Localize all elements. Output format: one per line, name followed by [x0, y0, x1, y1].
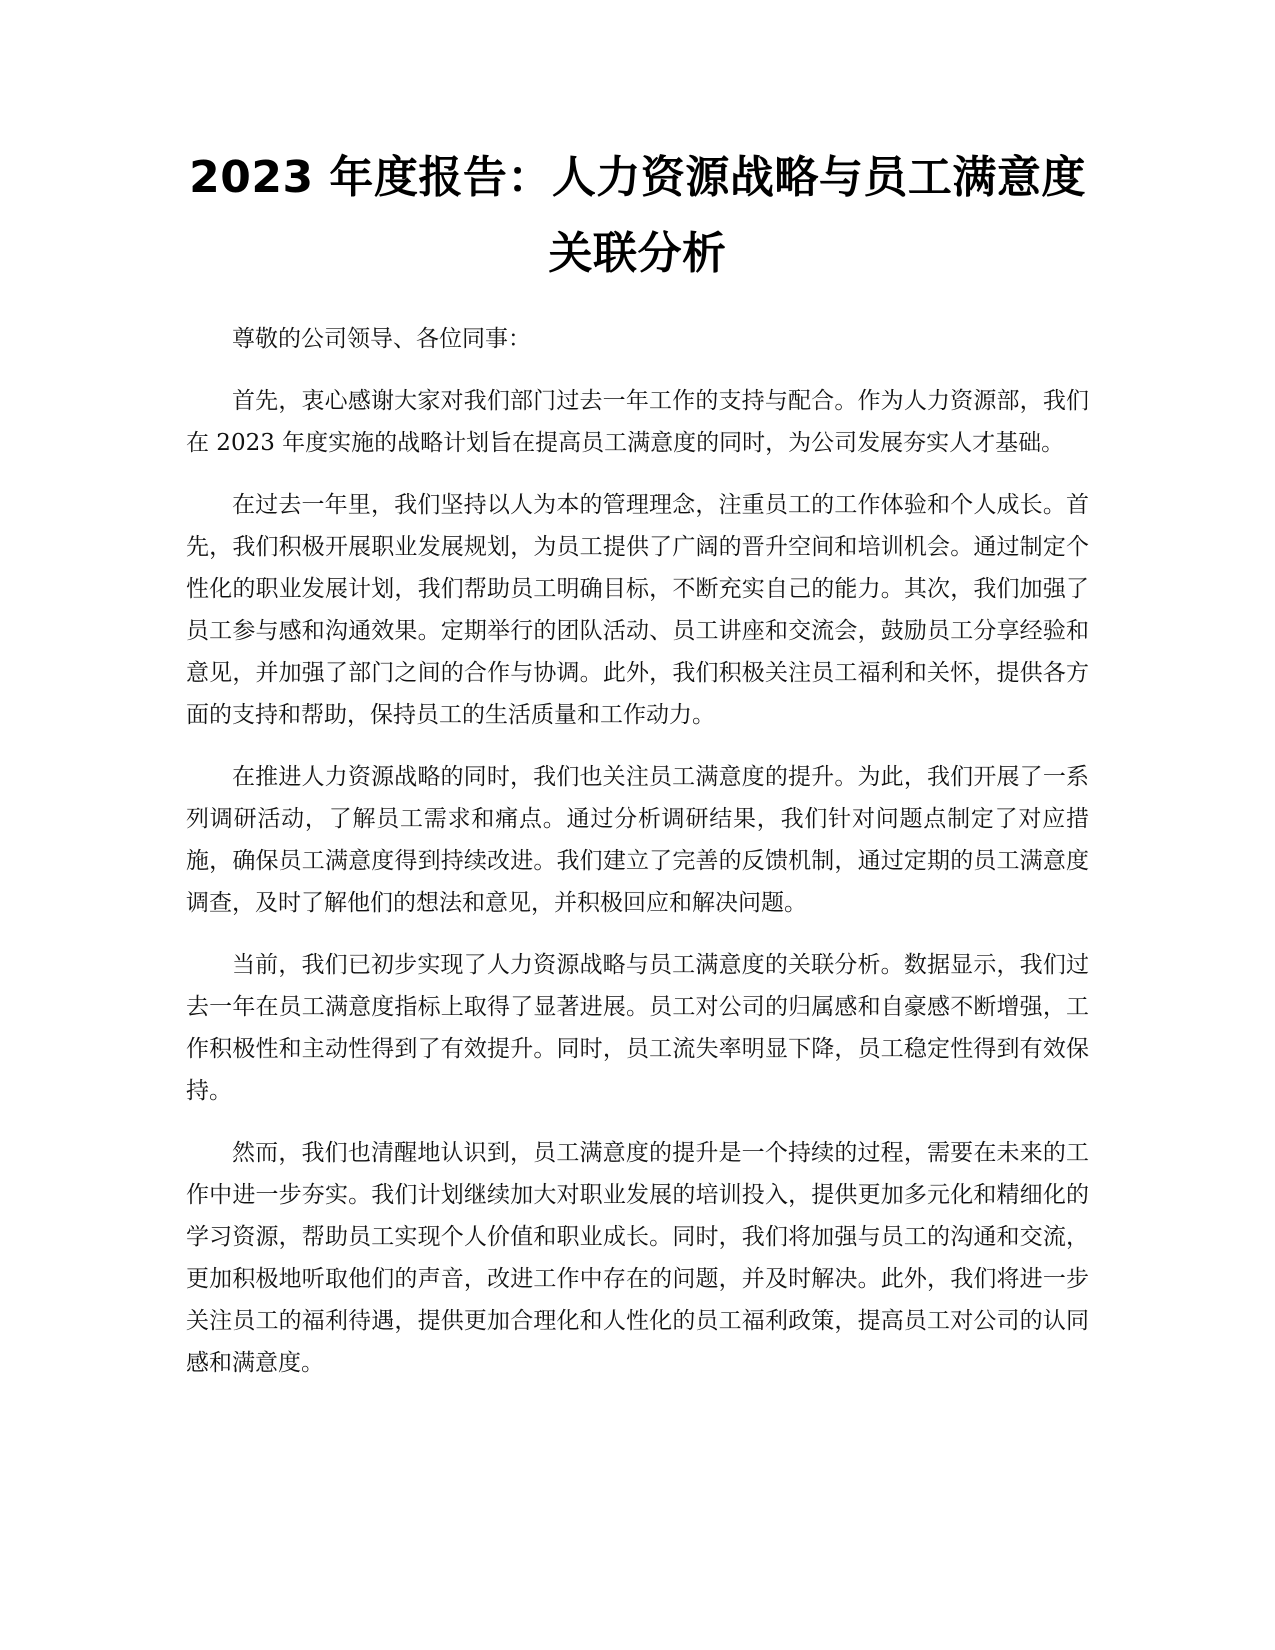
paragraph-5: 然而，我们也清醒地认识到，员工满意度的提升是一个持续的过程，需要在未来的工作中进一步夯实。我们计划继续加大对职业发展的培训投入，提供更加多元化和精细化的学习资源，帮助员工实现个人价值和职业成长。同时，我们将加强与员工的沟通和交流，更加积极地听取他们的声音，改进工作中存在的问题，并及时解决。此外，我们将进一步关注员工的福利待遇，提供更加合理化和人性化的员工福利政策，提高员工对公司的认同感和满意度。: [186, 1140, 1089, 1376]
document-title: [180, 140, 1095, 292]
title-line-2: 关联分析: [548, 228, 727, 279]
document-body: [186, 318, 1089, 1404]
salutation: 尊敬的公司领导、各位同事：: [232, 326, 531, 352]
paragraph-1: 首先，衷心感谢大家对我们部门过去一年工作的支持与配合。作为人力资源部，我们在 2023 年度实施的战略计划旨在提高员工满意度的同时，为公司发展夯实人才基础。: [186, 388, 1089, 456]
paragraph-2: 在过去一年里，我们坚持以人为本的管理理念，注重员工的工作体验和个人成长。首先，我们积极开展职业发展规划，为员工提供了广阔的晋升空间和培训机会。通过制定个性化的职业发展计划，我们帮助员工明确目标，不断充实自己的能力。其次，我们加强了员工参与感和沟通效果。定期举行的团队活动、员工讲座和交流会，鼓励员工分享经验和意见，并加强了部门之间的合作与协调。此外，我们积极关注员工福利和关怀，提供各方面的支持和帮助，保持员工的生活质量和工作动力。: [186, 492, 1089, 728]
paragraph-3: 在推进人力资源战略的同时，我们也关注员工满意度的提升。为此，我们开展了一系列调研活动，了解员工需求和痛点。通过分析调研结果，我们针对问题点制定了对应措施，确保员工满意度得到持续改进。我们建立了完善的反馈机制，通过定期的员工满意度调查，及时了解他们的想法和意见，并积极回应和解决问题。: [186, 764, 1089, 916]
paragraph-4: 当前，我们已初步实现了人力资源战略与员工满意度的关联分析。数据显示，我们过去一年在员工满意度指标上取得了显著进展。员工对公司的归属感和自豪感不断增强，工作积极性和主动性得到了有效提升。同时，员工流失率明显下降，员工稳定性得到有效保持。: [186, 952, 1089, 1104]
title-line-1: 2023 年度报告：人力资源战略与员工满意度: [189, 152, 1086, 203]
